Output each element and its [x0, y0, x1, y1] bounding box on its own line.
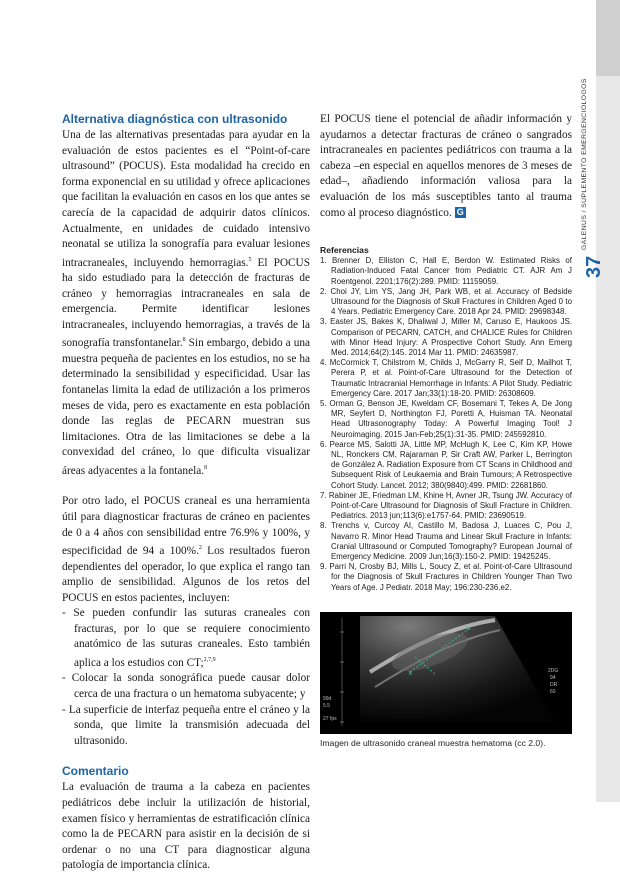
reference-item: 4. McCormick T, Chilstrom M, Childs J, McGarry R, Seif D, Mailhot T, Perera P, et al. Point-of-Care Ultrasound for the Detection of Traumatic Intracranial Hemorrhage in Infants: A Pilot Study. Pediatric Emergency Care. 2017 Jan;33(1):18-20. PMID: 26308609.	[320, 358, 572, 398]
right-column	[320, 112, 572, 593]
us-label: 2DG	[548, 668, 559, 674]
list-item: - Se pueden confundir las suturas craneales con fracturas, por lo que se requiere conocimiento anatómico de las suturas craneales. Esto también aplica a los estudios con CT;$^{2,7,9}$	[62, 607, 310, 669]
us-label: 5.5	[323, 703, 330, 709]
page-sidebar	[596, 0, 620, 802]
image-caption: Imagen de ultrasonido craneal muestra hematoma (cc 2.0).	[320, 738, 546, 748]
challenges-list	[62, 606, 310, 749]
paragraph-pocus-fractures: Por otro lado, el POCUS craneal es una herramienta útil para diagnosticar fracturas de cráneo en pacientes de 0 a 4 años con sensibilidad entre 76.9% y 100%, y especificidad de 94 a 100%.$^2$ Los resultados fueron dependientes del operador, lo que explica el rango tan amplio de sensibilidad. Algunos de los retos del POCUS en estos pacientes, incluyen:	[62, 495, 310, 604]
reference-item: 6. Pearce MS, Salotti JA, Little MP, McHugh K, Lee C, Kim KP, Howe NL, Ronckers CM, Rajaraman P, Sir Craft AW, Parker L, Berrington de González A. Radiation Exposure from CT Scans in Childhood and Subsequent Risk of Leukaemia and Brain Tumours; A Retrospective Cohort Study. Lancet. 2012; 380(9840):499. PMID: 22681860.	[320, 439, 572, 490]
section-heading-comment: Comentario	[62, 764, 129, 779]
svg-text:×: ×	[408, 669, 413, 678]
reference-item: 7. Rabiner JE, Friedman LM, Khine H, Avner JR, Tsung JW. Accuracy of Point-of-Care Ultrasound for Diagnosis of Skull Fracture in Children. Pediatrics. 2013 jun;113(6):e1757-64. PMID: 23690519.	[320, 490, 572, 521]
us-label: 27 fps	[323, 716, 337, 722]
us-label: 99d	[323, 696, 332, 702]
left-column	[62, 112, 310, 874]
us-label: 94	[550, 675, 556, 681]
section-heading-ultrasound: Alternativa diagnóstica con ultrasonido	[62, 112, 288, 126]
reference-item: 5. Orman G, Benson JE, Kweldam CF, Bosemani T, Tekes A, De Jong MR, Seyfert D, Northington FJ, Poretti A, Huisman TA. Neonatal Head Ultrasonography Today: A Powerful Imaging Tool! J Neuroimaging. 2015 Jan-Feb;25(1):31-35. PMID: 245592810.	[320, 399, 572, 439]
paragraph-pocus-potential: El POCUS tiene el potencial de añadir información y ayudarnos a detectar fracturas de cráneo o sangrados intracraneales en pacientes pediátricos con trauma a la cabeza –en especial en aquellos menores de 3 meses de edad–, añadiendo información valiosa para la evaluación de los más susceptibles tanto al trauma como al proceso diagnóstico. G	[320, 113, 572, 219]
end-mark-icon: G	[456, 206, 464, 217]
reference-item: 8. Trenchs v, Curcoy AI, Castillo M, Badosa J, Luaces C, Pou J, Navarro R. Minor Head Trauma and Linear Skull Fracture in Infants: Cranial Ultrasound or Computed Tomography? European Journal of Emergency Medicine. 2009 Jun;16(3):150-2. PMID: 19425245.	[320, 521, 572, 562]
page-number: 37	[583, 255, 605, 279]
reference-item: 9. Parri N, Crosby BJ, Mills L, Soucy Z, et al. Point-of-Care Ultrasound for the Diagnosis of Skull Fractures in Children Younger Than Two Years of Age. J Pediatr. 2018 May; 196:230-236.e2.	[320, 562, 572, 592]
ultrasound-image	[320, 612, 572, 734]
reference-item: 2. Choi JY, Lim YS, Jang JH, Park WB, et al. Accuracy of Bedside Ultrasound for the Diagnosis of Skull Fractures in Children Aged 0 to 4 Years. Pediatric Emergency Care. 2018 Apr 24. PMID: 29698348.	[320, 286, 572, 317]
list-item: - La superficie de interfaz pequeña entre el cráneo y la sonda, que limite la transmisión adecuada del ultrasonido.	[62, 703, 311, 747]
paragraph-pocus-intro: Una de las alternativas presentadas para ayudar en la evaluación de estos pacientes es el “Point-of-care ultrasound” (POCUS). Esta modalidad ha crecido en forma exponencial en su utilidad y ofrece aplicaciones que facilitan la evaluación en casos en los que antes se carecía de la capacidad de adquirir datos clínicos. Actualmente, en unidades de cuidado intensivo neonatal se utiliza la sonografía para evaluar lesiones intracraneales, incluyendo hemorragias.$^5$ El POCUS ha sido estudiado para la detección de fracturas de cráneo y hemorragias intracraneales en sala de emergencia. Permite identificar lesiones intracraneales, incluyendo hemorragias, a través de la sonografía transfontanelar.$^8$ Sin embargo, debido a una muestra pequeña de pacientes en los estudios, no se ha determinado la sensibilidad y especificidad. Usar las fontanelas limita la edad de utilización a los primeros meses de vida, pero es exactamente en esta población donde las reglas de PECARN muestran sus limitaciones. Otra de las limitaciones se debe a la convexidad del cráneo, lo que dificulta visualizar áreas adyacentes a la fontanela.$^8$	[62, 129, 310, 477]
reference-item: 1. Brenner D, Elliston C, Hall E, Berdon W. Estimated Risks of Radiation-Induced Fatal Cancer from Pediatric CT. AJR Am J Roentgenol. 2201;176(2):289. PMID: 11159059.	[320, 256, 572, 286]
paragraph-comment: La evaluación de trauma a la cabeza en pacientes pediátricos debe incluir la utilización de historial, examen físico y herramientas de estratificación clínica como la de PECARN para asistir en la decisión de si ordenar o no una CT para diagnosticar alguna patología de importancia clínica.	[62, 781, 310, 872]
sidebar-top-block	[596, 0, 620, 76]
us-label: DR	[550, 682, 558, 688]
us-label: 60	[550, 689, 556, 695]
ultrasound-scan-graphic	[320, 612, 572, 734]
reference-item: 3. Easter JS, Bakes K, Dhaliwal J, Miller M, Caruso E, Haukoos JS. Comparison of PECARN, CATCH, and CHALICE Rules for Children with Minor Head Injury: A Prospective Cohort Study. Ann Emerg Med. 2014;64(2):145. 2014 Mar 11. PMID: 24635987.	[320, 317, 572, 357]
list-item: - Colocar la sonda sonográfica puede causar dolor cerca de una fractura o un hematoma subyacente; y	[62, 672, 311, 701]
references-heading: Referencias	[320, 245, 369, 256]
references-list	[320, 256, 572, 593]
svg-text:×: ×	[466, 624, 471, 633]
journal-running-title: GALENUS / SUPLEMENTO EMERGENCIOLOGOS	[581, 78, 588, 250]
